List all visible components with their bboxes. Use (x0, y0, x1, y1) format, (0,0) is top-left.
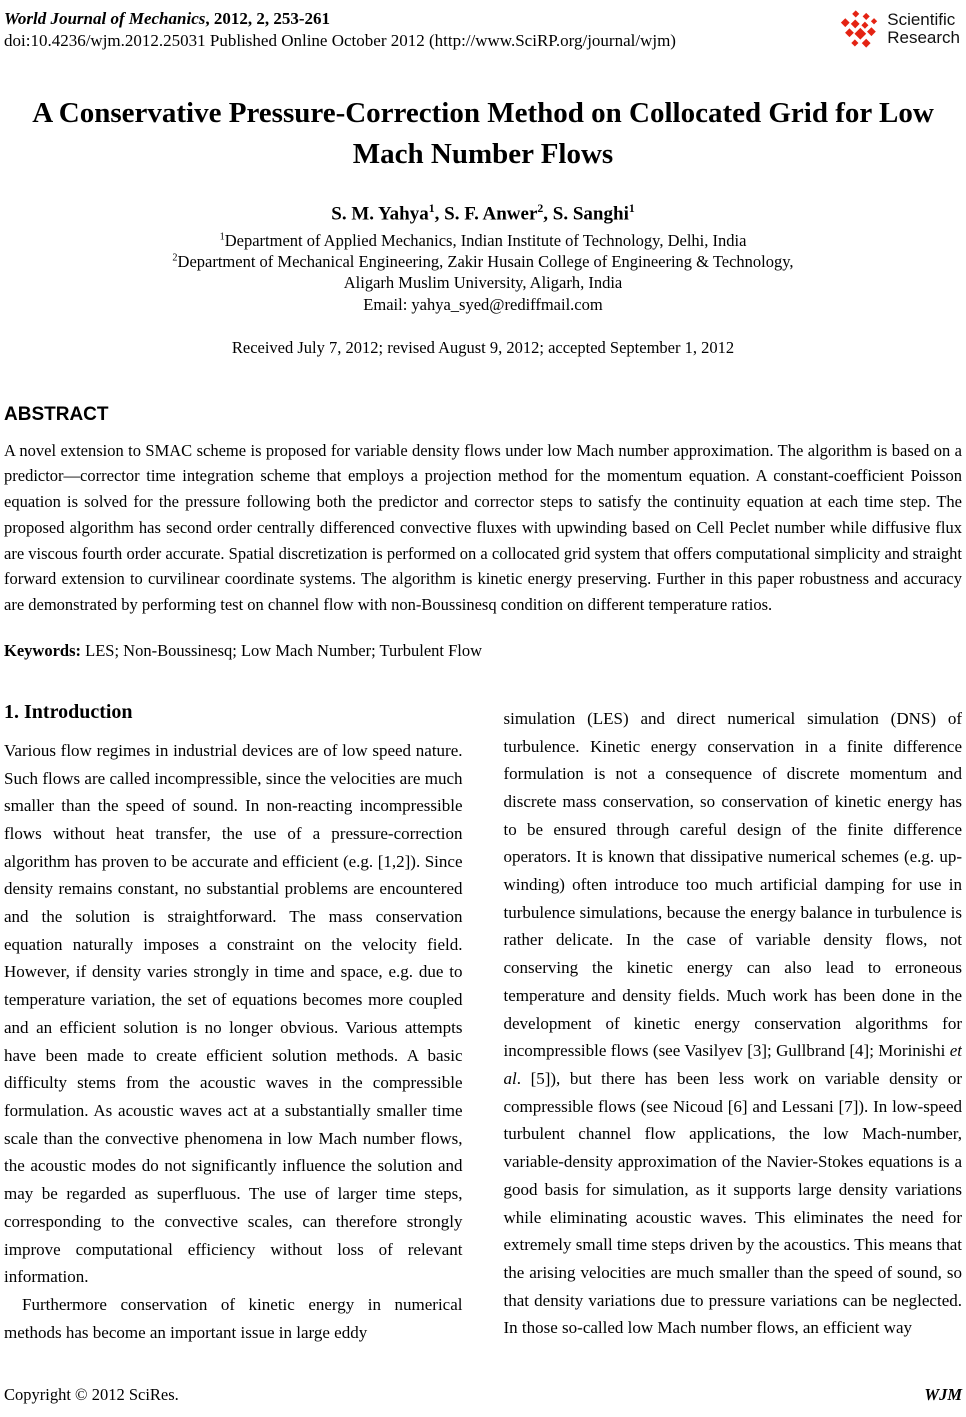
affiliation-text: Aligarh Muslim University, Aligarh, India (343, 273, 623, 293)
abstract-heading: ABSTRACT (4, 403, 109, 425)
affiliation-line (4, 251, 962, 272)
section-heading-introduction: 1. Introduction (4, 700, 133, 723)
author: S. M. Yahya (331, 203, 429, 225)
journal-info (4, 8, 676, 52)
right-column-paragraph (504, 705, 963, 1342)
affiliation-mark: 1 (219, 231, 225, 243)
received-dates-line: Received July 7, 2012; revised August 9, 2012; accepted September 1, 2012 (231, 337, 735, 357)
author: S. Sanghi (552, 203, 629, 225)
affiliations-block (4, 230, 962, 314)
publisher-logo (839, 8, 960, 57)
right-paragraph-text: simulation (LES) and direct numerical simulation (DNS) of turbulence. Kinetic energy conservation in a finite difference formulation is not a consequence of discrete momentum and discrete mass conservation, so conservation of kinetic energy has to be ensured through careful design of the finite difference operators. It is known that dissipative numerical schemes (e.g. up-winding) often introduce too much artificial damping for use in turbulence simulations, because the energy balance in turbulence is rather delicate. In the case of variable density flows, not conserving the kinetic energy can also lead to erroneous temperature and density fields. Much work has been done in the development of kinetic energy conservation algorithms for incompressible flows (see Vasilyev [3]; Gullbrand [4]; Morinishi (503, 708, 962, 1061)
affiliation-text: Department of Mechanical Engineering, Zakir Husain College of Engineering & Technology, (177, 252, 794, 272)
journal-issue: , 2012, 2, 253-261 (205, 9, 331, 28)
scientific-research-diamonds-icon (839, 8, 885, 57)
email-text: Email: yahya_syed@rediffmail.com (363, 294, 603, 314)
author-affiliation-mark: 1 (628, 201, 635, 215)
keywords-text: LES; Non-Boussinesq; Low Mach Number; Turbulent Flow (81, 640, 483, 660)
journal-name: World Journal of Mechanics (4, 9, 206, 28)
author: S. F. Anwer (444, 203, 538, 225)
affiliation-line (4, 272, 962, 293)
left-column (4, 701, 463, 1385)
page-header (4, 8, 962, 57)
doi-line: doi:10.4236/wjm.2012.25031 Published Online October 2012 (http://www.SciRP.org/journal/wjm) (4, 31, 676, 51)
et-al-italic: et al (503, 1041, 962, 1088)
keywords-line (4, 641, 962, 661)
affiliation-mark: 2 (172, 252, 178, 264)
page-footer (4, 1385, 962, 1405)
body-columns (4, 701, 962, 1385)
introduction-paragraph-1: Various flow regimes in industrial devices are of low speed nature. Such flows are called incompressible, since the velocities are much smaller than the speed of sound. In non-reacting incompressible flows without heat transfer, the use of a pressure-correction algorithm has proven to be accurate and efficient (e.g. [1,2]). Since density remains constant, no substantial problems are encountered and the solution is straightforward. The mass conservation equation naturally imposes a constraint on the velocity field. However, if density varies strongly in time and space, e.g. due to temperature variation, the set of equations becomes more coupled and an efficient solution is no longer obvious. Various attempts have been made to create efficient solution methods. A basic difficulty stems from the acoustic waves in the compressible formulation. As acoustic waves act at a substantially smaller time scale than the convective phenomena in low Mach number flows, the acoustic modes do not significantly influence the solution and may be regarded as superfluous. The use of larger time steps, corresponding to the convective scales, can therefore strongly improve computational efficiency without loss of relevant information. (4, 740, 463, 1287)
email-line (4, 294, 962, 315)
right-column (504, 701, 963, 1385)
right-paragraph-text: . [5]), but there has been less work on variable density or compressible flows (see Nicoud [6] and Lessani [7]). In low-speed turbulent channel flow applications, the low Mach-number, variable-density approximation of the Navier-Stokes equations is a good basis for simulation, as it supports large density variations while eliminating acoustic waves. This eliminates the need for extremely small time steps driven by the acoustics. This means that the arising velocities are much smaller than the speed of sound, so that density variations due to pressure variations can be neglected. In those so-called low Mach number flows, an efficient way (503, 1068, 962, 1338)
abstract-text: A novel extension to SMAC scheme is proposed for variable density flows under low Mach number approximation. The algorithm is based on a predictor—corrector time integration scheme that employs a projection method for the momentum equation. A constant-coefficient Poisson equation is solved for the pressure following both the predictor and corrector steps to satisfy the continuity equation at each time step. The proposed algorithm has second order centrally differenced convective fluxes with upwinding based on Cell Peclet number while diffusive flux are viscous fourth order accurate. Spatial discretization is performed on a collocated grid system that offers computational simplicity and straight forward extension to curvilinear coordinate systems. The algorithm is kinetic energy preserving. Further in this paper robustness and accuracy are demonstrated by performing test on channel flow with non-Boussinesq condition on different temperature ratios. (4, 440, 962, 615)
affiliation-text: Department of Applied Mechanics, Indian Institute of Technology, Delhi, India (224, 231, 747, 251)
author-affiliation-mark: 2 (537, 201, 544, 215)
journal-citation-line (4, 8, 676, 30)
introduction-paragraph-2: Furthermore conservation of kinetic energy in numerical methods has become an important issue in large eddy (4, 1294, 463, 1342)
author-affiliation-mark: 1 (428, 201, 435, 215)
paper-title: A Conservative Pressure-Correction Method on Collocated Grid for Low Mach Number Flows (32, 97, 934, 171)
author-separator: , (434, 203, 445, 225)
affiliation-line (4, 230, 962, 251)
publisher-name-line1: Scientific (887, 10, 956, 29)
author-separator: , (543, 203, 553, 225)
keywords-label: Keywords: (4, 640, 81, 660)
publisher-name (887, 11, 960, 48)
journal-abbreviation: WJM (924, 1385, 962, 1404)
publisher-name-line2: Research (887, 28, 960, 48)
copyright-notice: Copyright © 2012 SciRes. (4, 1385, 179, 1404)
authors-line (4, 202, 962, 225)
